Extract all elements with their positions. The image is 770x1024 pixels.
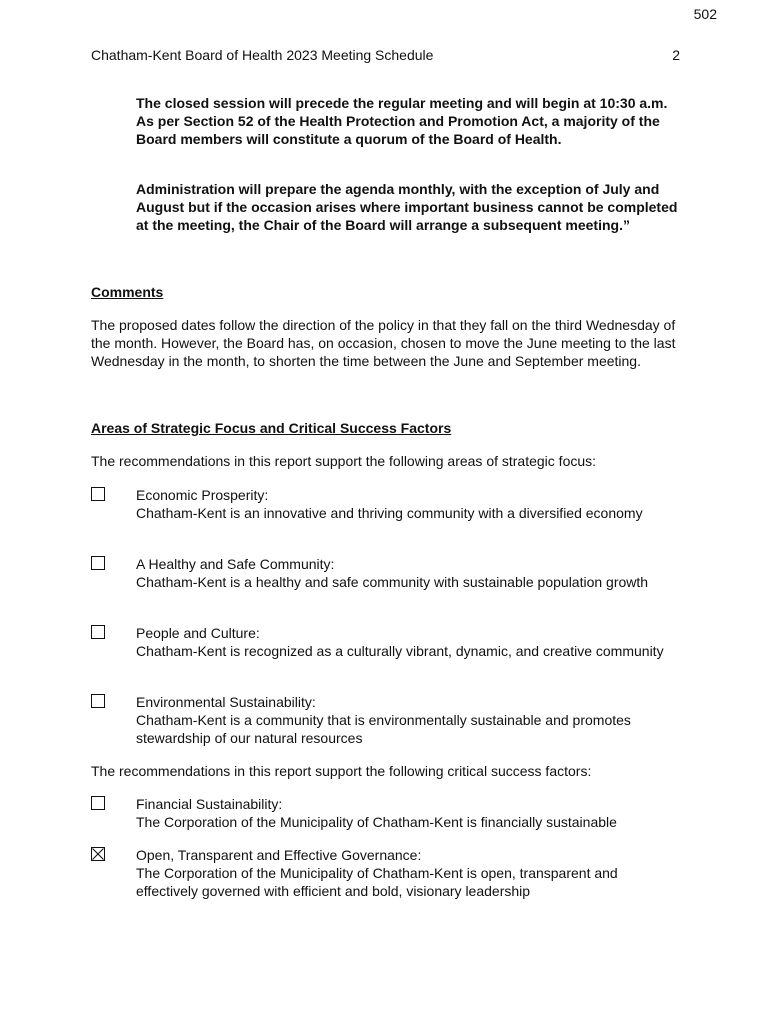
checked-x-icon [92,848,104,860]
focus-item-text [136,693,676,747]
focus-item-desc: Chatham-Kent is recognized as a culturally vibrant, dynamic, and creative community [136,643,664,659]
focus-item-desc: Chatham-Kent is a community that is environmentally sustainable and promotes stewardship of our natural resources [136,712,631,746]
quote-paragraph: Administration will prepare the agenda monthly, with the exception of July and August but if the occasion arises where important business cannot be completed at the meeting, the Chair of the Board will arrange a subsequent meeting.” [136,181,678,233]
running-header [91,46,680,64]
factor-item-desc: The Corporation of the Municipality of Chatham-Kent is open, transparent and effectively governed with efficient and bold, visionary leadership [136,865,618,899]
checkbox-open-governance[interactable] [91,847,105,861]
focus-item-text [136,555,676,591]
checkbox-healthy-safe-community[interactable] [91,556,105,570]
strategic-heading: Areas of Strategic Focus and Critical Success Factors [91,420,452,436]
focus-item-text [136,624,676,660]
factor-item-text [136,795,676,831]
focus-item-desc: Chatham-Kent is a healthy and safe community with sustainable population growth [136,574,649,590]
focus-item-title: People and Culture: [136,625,260,641]
checkbox-environmental-sustainability[interactable] [91,694,105,708]
checkbox-financial-sustainability[interactable] [91,796,105,810]
focus-item-title: A Healthy and Safe Community: [136,556,335,572]
focus-item-desc: Chatham-Kent is an innovative and thriving community with a diversified economy [136,505,643,521]
quote-paragraph: The closed session will precede the regular meeting and will begin at 10:30 a.m. As per Section 52 of the Health Protection and Promotion Act, a majority of the Board members will constitute a quorum of the Board of Health. [136,95,668,147]
factor-item-text [136,846,676,900]
focus-item-title: Environmental Sustainability: [136,694,316,710]
checkbox-economic-prosperity[interactable] [91,487,105,501]
focus-item-text [136,486,676,522]
factor-item-title: Financial Sustainability: [136,796,283,812]
focus-item-title: Economic Prosperity: [136,487,269,503]
page-number: 502 [693,6,717,22]
factor-item-title: Open, Transparent and Effective Governance: [136,847,422,863]
critical-factors-intro: The recommendations in this report support the following critical success factors: [91,763,592,779]
comments-body: The proposed dates follow the direction of the policy in that they fall on the third Wednesday of the month. However, the Board has, on occasion, chosen to move the June meeting to the last Wednesday in the month, to shorten the time between the June and September meeting. [91,317,676,369]
factor-item-desc: The Corporation of the Municipality of Chatham-Kent is financially sustainable [136,814,617,830]
strategic-focus-intro: The recommendations in this report support the following areas of strategic focus: [91,453,597,469]
checkbox-people-culture[interactable] [91,625,105,639]
report-page: 2 [672,47,680,63]
report-title: Chatham-Kent Board of Health 2023 Meeting Schedule [91,47,434,63]
comments-heading: Comments [91,284,164,300]
